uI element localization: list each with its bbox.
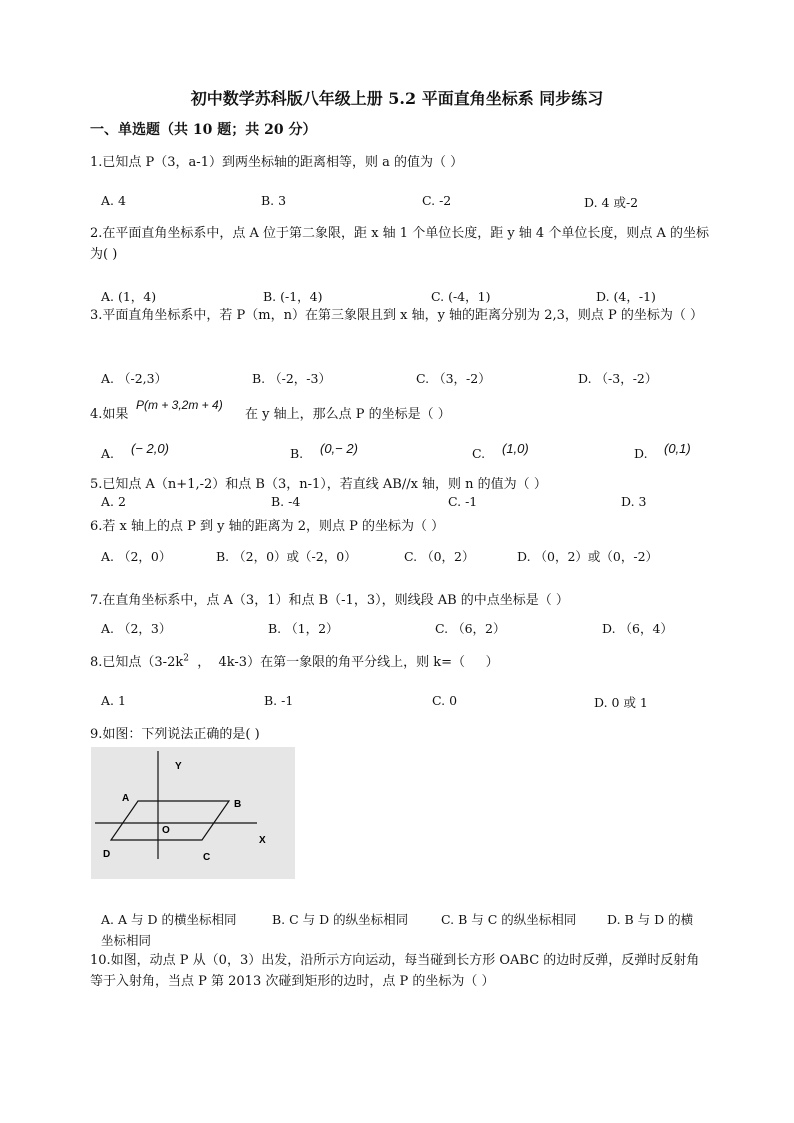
label-a: A [122,793,130,804]
question-5-option-a[interactable]: A. 2 [101,494,126,509]
question-9-option-a[interactable]: A. A 与 D 的横坐标相同 [101,912,237,927]
section-heading: 一、单选题（共 10 题；共 20 分） [90,122,317,138]
question-6-option-d[interactable]: D. （0，2）或（0，-2） [517,549,659,564]
label-c: C [203,852,211,863]
question-8-option-a[interactable]: A. 1 [101,693,126,708]
question-5-option-c[interactable]: C. -1 [448,494,478,509]
question-6-option-c[interactable]: C. （0，2） [404,549,475,564]
question-3-option-a[interactable]: A. （-2,3） [101,371,168,386]
question-4-stem-suffix: 在 y 轴上，那么点 P 的坐标是（ ） [245,407,451,422]
question-5-option-b[interactable]: B. -4 [271,494,301,509]
question-7-option-b[interactable]: B. （1，2） [268,621,339,636]
question-10-stem: 10.如图，动点 P 从（0，3）出发，沿所示方向运动，每当碰到长方形 OABC 的边时反弹，反弹时反射角等于入射角，当点 P 第 2013 次碰到矩形的边时，点 P 的坐标为（ ） [90,953,700,989]
question-4-formula: P(m + 3,2m + 4) [136,398,223,412]
question-4-stem-prefix: 4.如果 [90,407,129,422]
question-4-option-a[interactable]: A. [101,446,115,461]
label-o: O [162,825,170,836]
question-1-option-a[interactable]: A. 4 [101,193,126,208]
question-2-option-c[interactable]: C. (-4，1) [431,289,491,304]
question-9-option-d-continued: 坐标相同 [101,933,152,948]
question-2-option-b[interactable]: B. (-1，4) [263,289,323,304]
question-8-stem-prefix: 8.已知点（3-2k [90,655,184,670]
question-5-option-d[interactable]: D. 3 [621,494,647,509]
question-7-option-a[interactable]: A. （2，3） [101,621,172,636]
question-1-option-c[interactable]: C. -2 [422,193,452,208]
label-y: Y [175,761,182,772]
question-4-option-b-math: (0,− 2) [320,441,358,456]
question-9-option-d[interactable]: D. B 与 D 的横 [607,912,694,927]
question-4-option-b[interactable]: B. [290,446,304,461]
question-3-stem: 3.平面直角坐标系中，若 P（m，n）在第三象限且到 x 轴，y 轴的距离分别为 2,3，则点 P 的坐标为（ ） [90,308,704,323]
question-5-stem: 5.已知点 A（n+1,-2）和点 B（3，n-1），若直线 AB//x 轴，则 n 的值为（ ） [90,477,547,492]
question-2-option-d[interactable]: D. (4，-1) [596,289,656,304]
question-8-option-d[interactable]: D. 0 或 1 [594,695,648,710]
question-4-option-d[interactable]: D. [634,446,648,461]
question-8-option-b[interactable]: B. -1 [264,693,294,708]
question-7-option-c[interactable]: C. （6，2） [435,621,506,636]
question-2-stem: 2.在平面直角坐标系中，点 A 位于第二象限，距 x 轴 1 个单位长度，距 y 轴 4 个单位长度，则点 A 的坐标为( ) [90,226,709,262]
question-1-stem: 1.已知点 P（3，a-1）到两坐标轴的距离相等，则 a 的值为（ ） [90,155,464,170]
question-4-option-d-math: (0,1) [664,441,691,456]
question-9-figure [91,747,295,879]
question-8-exponent: 2 [183,653,189,664]
question-4-option-c-math: (1,0) [502,441,529,456]
question-6-option-b[interactable]: B. （2，0）或（-2，0） [216,549,357,564]
label-d: D [103,849,111,860]
coordinate-figure [91,747,295,879]
question-3-option-d[interactable]: D. （-3，-2） [578,371,658,386]
parallelogram-abcd [111,801,229,840]
label-x: X [259,835,266,846]
question-8-stem-suffix: ， 4k-3）在第一象限的角平分线上，则 k=（ ） [188,655,499,670]
question-3-option-c[interactable]: C. （3，-2） [416,371,491,386]
label-b: B [234,799,242,810]
question-9-stem: 9.如图：下列说法正确的是( ) [90,727,260,742]
question-6-option-a[interactable]: A. （2，0） [101,549,172,564]
question-9-option-b[interactable]: B. C 与 D 的纵坐标相同 [272,912,409,927]
question-4-option-a-math: (− 2,0) [131,441,169,456]
question-8-stem [90,651,499,670]
question-7-option-d[interactable]: D. （6，4） [602,621,673,636]
question-2-option-a[interactable]: A. (1，4) [101,289,157,304]
question-3-option-b[interactable]: B. （-2，-3） [252,371,331,386]
question-4-option-c[interactable]: C. [472,446,486,461]
question-8-option-c[interactable]: C. 0 [432,693,458,708]
question-1-option-b[interactable]: B. 3 [261,193,287,208]
question-1-option-d[interactable]: D. 4 或-2 [584,195,639,210]
page-title: 初中数学苏科版八年级上册 5.2 平面直角坐标系 同步练习 [190,89,604,108]
question-7-stem: 7.在直角坐标系中，点 A（3，1）和点 B（-1，3），则线段 AB 的中点坐标是（ ） [90,593,569,608]
question-6-stem: 6.若 x 轴上的点 P 到 y 轴的距离为 2，则点 P 的坐标为（ ） [90,519,445,534]
question-9-option-c[interactable]: C. B 与 C 的纵坐标相同 [441,912,577,927]
